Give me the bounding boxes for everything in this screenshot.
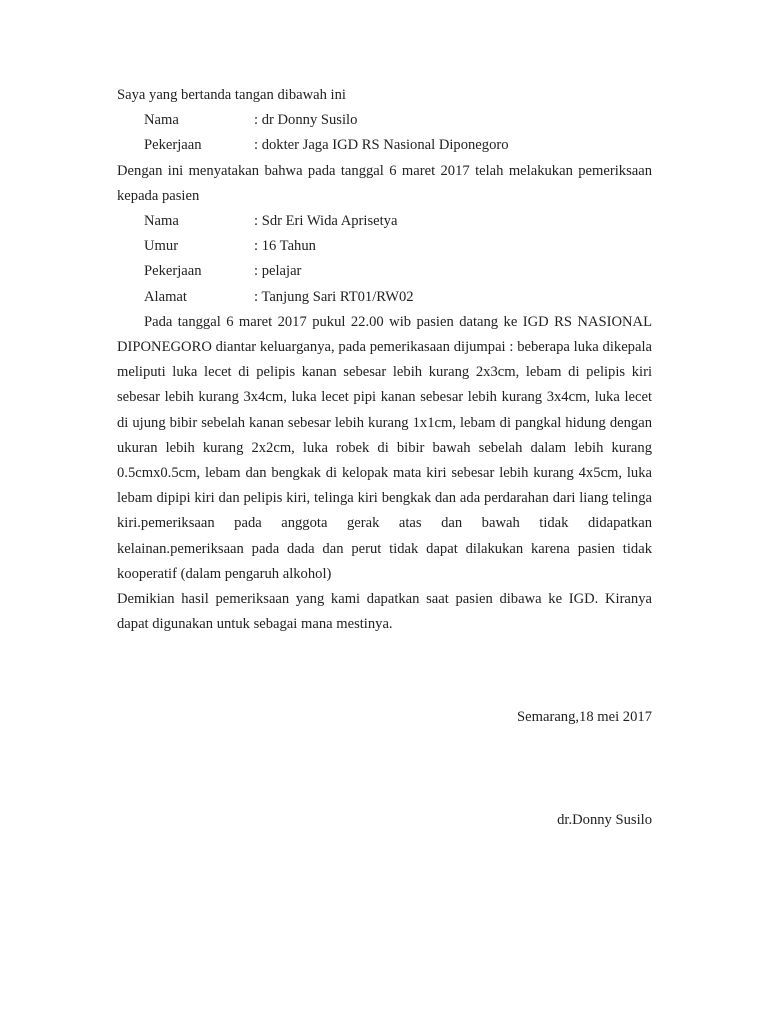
patient-occupation-value: : pelajar xyxy=(254,263,302,280)
patient-age-row xyxy=(117,234,652,259)
signatory-name-value: : dr Donny Susilo xyxy=(254,112,358,129)
findings-paragraph: Pada tanggal 6 maret 2017 pukul 22.00 wib pasien datang ke IGD RS NASIONAL DIPONEGORO diantar keluarganya, pada pemerikasaan dijumpai : beberapa luka dikepala meliputi luka lecet di pelipis kanan sebesar lebih kurang 2x3cm, lebam di pelipis kiri sebesar lebih kurang 3x4cm, luka lecet pipi kanan sebesar lebih kurang 3x4cm, luka lecet di ujung bibir sebelah kanan sebesar lebih kurang 1x1cm, lebam di pangkal hidung dengan ukuran lebih kurang 2x2cm, luka robek di bibir bawah sebelah dalam lebih kurang 0.5cmx0.5cm, lebam dan bengkak di kelopak mata kiri sebesar lebih kurang 4x5cm, luka lebam dipipi kiri dan pelipis kiri, telinga kiri bengkak dan ada perdarahan dari liang telinga kiri.pemeriksaan pada anggota gerak atas dan bawah tidak didapatkan kelainan.pemeriksaan pada dada dan perut tidak dapat dilakukan karena pasien tidak kooperatif (dalam pengaruh alkohol) xyxy=(117,313,652,582)
opening-line: Saya yang bertanda tangan dibawah ini xyxy=(117,87,346,103)
signatory-name-label: Nama xyxy=(144,112,179,129)
signer-name: dr.Donny Susilo xyxy=(557,811,652,828)
signatory-name-row xyxy=(117,108,652,133)
patient-name-label: Nama xyxy=(144,213,179,230)
closing-paragraph: Demikian hasil pemeriksaan yang kami dapatkan saat pasien dibawa ke IGD. Kiranya dapat digunakan untuk sebagai mana mestinya. xyxy=(117,591,652,633)
document-page xyxy=(117,83,652,833)
signatory-occupation-value: : dokter Jaga IGD RS Nasional Diponegoro xyxy=(254,137,509,154)
patient-occupation-row xyxy=(117,259,652,284)
place-date: Semarang,18 mei 2017 xyxy=(517,709,652,726)
patient-name-value: : Sdr Eri Wida Aprisetya xyxy=(254,213,398,230)
signatory-occupation-row xyxy=(117,133,652,158)
patient-address-label: Alamat xyxy=(144,288,187,305)
signatory-occupation-label: Pekerjaan xyxy=(144,137,202,154)
patient-address-value: : Tanjung Sari RT01/RW02 xyxy=(254,288,414,305)
signatory-details xyxy=(117,108,652,158)
patient-details xyxy=(117,209,652,310)
patient-age-value: : 16 Tahun xyxy=(254,238,316,255)
patient-name-row xyxy=(117,209,652,234)
patient-age-label: Umur xyxy=(144,238,179,255)
patient-address-row xyxy=(117,285,652,310)
statement-paragraph: Dengan ini menyatakan bahwa pada tanggal 6 maret 2017 telah melakukan pemeriksaan kepada pasien xyxy=(117,162,652,204)
patient-occupation-label: Pekerjaan xyxy=(144,263,202,280)
